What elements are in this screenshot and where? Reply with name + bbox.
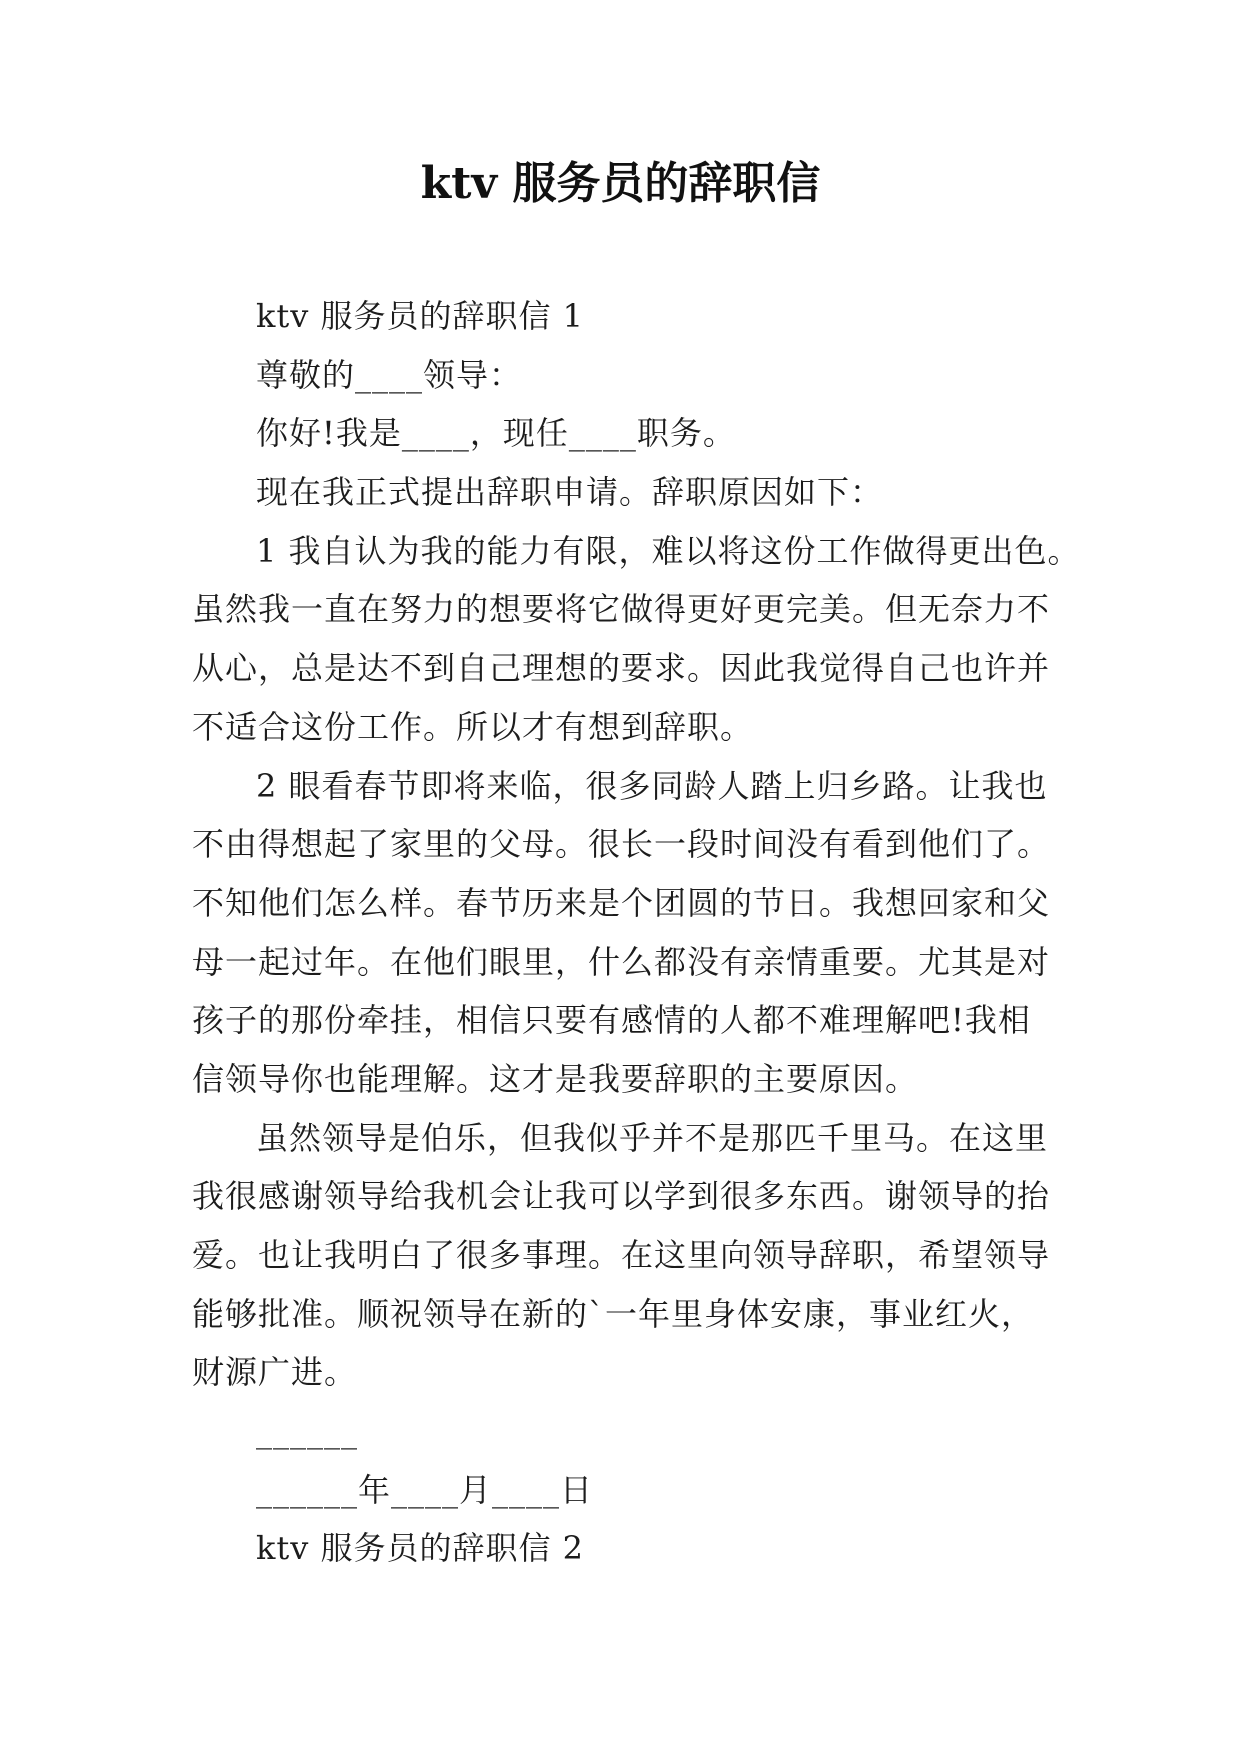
closing-paragraph (192, 1109, 1072, 1402)
reason-1-paragraph (192, 522, 1081, 757)
paragraph-line: 不适合这份工作。所以才有想到辞职。 (192, 707, 754, 746)
paragraph-line: 现在我正式提出辞职申请。辞职原因如下： (256, 473, 884, 512)
salutation (192, 346, 1072, 405)
greeting (192, 404, 1072, 463)
paragraph-line: 孩子的那份牵挂，相信只要有感情的人都不难理解吧!我相 (192, 1001, 1031, 1040)
intro-paragraph (192, 463, 1072, 522)
paragraph-line: 信领导你也能理解。这才是我要辞职的主要原因。 (192, 1059, 919, 1098)
paragraph-line: ktv 服务员的辞职信 1 (256, 297, 585, 335)
paragraph-line: 财源广进。 (192, 1353, 358, 1392)
paragraph-line: 母一起过年。在他们眼里，什么都没有亲情重要。尤其是对 (192, 942, 1051, 981)
signature-blank: ______ (256, 1412, 358, 1451)
letter-heading-1 (192, 287, 1072, 346)
letter-heading-2 (192, 1519, 1072, 1578)
paragraph-line: 能够批准。顺祝领导在新的`一年里身体安康，事业红火， (192, 1294, 1035, 1333)
paragraph-line: 虽然我一直在努力的想要将它做得更好更完美。但无奈力不 (192, 590, 1051, 629)
paragraph-line: 爱。也让我明白了很多事理。在这里向领导辞职，希望领导 (192, 1236, 1051, 1274)
date-blank: ______年____月____日 (256, 1470, 594, 1509)
paragraph-line: 尊敬的____领导： (256, 355, 523, 394)
paragraph-line: 虽然领导是伯乐，但我似乎并不是那匹千里马。在这里 (256, 1118, 1049, 1157)
document-title: ktv 服务员的辞职信 (420, 158, 821, 209)
paragraph-line: 不由得想起了家里的父母。很长一段时间没有看到他们了。 (192, 825, 1051, 864)
signature-line (192, 1402, 1072, 1461)
paragraph-line: 不知他们怎么样。春节历来是个团圆的节日。我想回家和父 (192, 883, 1051, 922)
paragraph-line: 我很感谢领导给我机会让我可以学到很多东西。谢领导的抬 (192, 1177, 1051, 1216)
reason-2-paragraph (192, 757, 1072, 1109)
paragraph-line: 2 眼看春节即将来临，很多同龄人踏上归乡路。让我也 (256, 766, 1048, 805)
date-line (192, 1461, 1072, 1520)
document-body (192, 287, 1081, 1578)
paragraph-line: 从心，总是达不到自己理想的要求。因此我觉得自己也许并 (192, 649, 1051, 688)
paragraph-line: 1 我自认为我的能力有限，难以将这份工作做得更出色。 (256, 531, 1081, 570)
paragraph-line: 你好!我是____，现任____职务。 (256, 414, 736, 453)
paragraph-line: ktv 服务员的辞职信 2 (256, 1529, 585, 1568)
